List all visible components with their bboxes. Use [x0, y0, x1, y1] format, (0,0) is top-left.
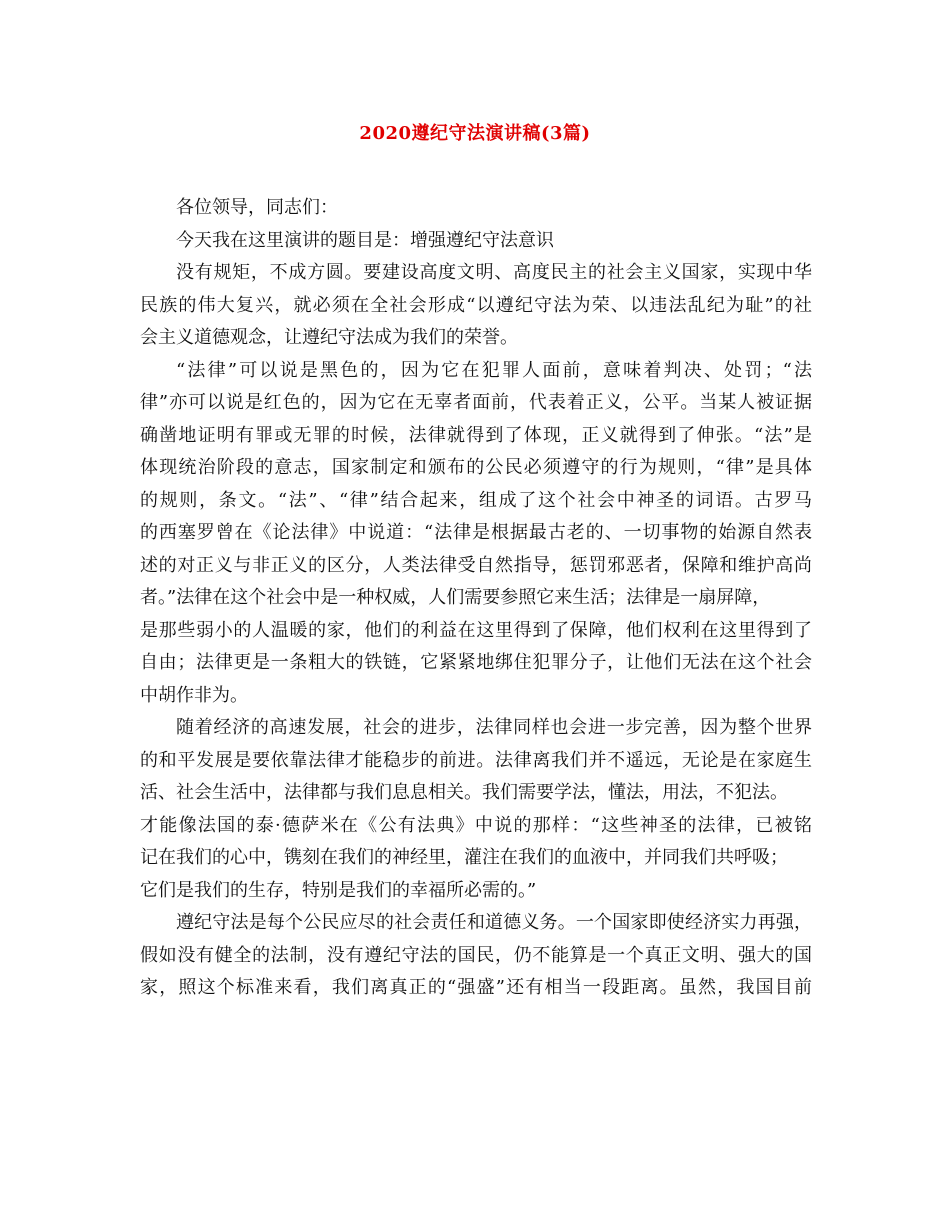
text-line: 遵纪守法是每个公民应尽的社会责任和道德义务。一个国家即使经济实力再强， [176, 912, 812, 933]
text-line: 的西塞罗曾在《论法律》中说道：“法律是根据最古老的、一切事物的始源自然表 [140, 522, 812, 543]
text-line: 会主义道德观念，让遵纪守法成为我们的荣誉。 [140, 327, 518, 348]
text-line: 随着经济的高速发展，社会的进步，法律同样也会进一步完善，因为整个世界 [176, 717, 812, 738]
text-line: 没有规矩，不成方圆。要建设高度文明、高度民主的社会主义国家，实现中华 [176, 262, 812, 283]
text-line: 今天我在这里演讲的题目是：增强遵纪守法意识 [176, 229, 554, 251]
text-line: 记在我们的心中，镌刻在我们的神经里，灌注在我们的血液中，并同我们共呼吸； [140, 847, 788, 868]
text-line: 自由；法律更是一条粗大的铁链，它紧紧地绑住犯罪分子，让他们无法在这个社会 [140, 652, 812, 673]
text-line: 才能像法国的泰·德萨米在《公有法典》中说的那样：“这些神圣的法律，已被铭 [140, 814, 812, 836]
text-line: 的和平发展是要依靠法律才能稳步的前进。法律离我们并不遥远，无论是在家庭生 [140, 749, 812, 771]
text-line: 活、社会生活中，法律都与我们息息相关。我们需要学法，懂法，用法，不犯法。 [140, 782, 788, 803]
text-line: 确凿地证明有罪或无罪的时候，法律就得到了体现，正义就得到了伸张。“法”是 [140, 424, 812, 446]
text-line: 各位领导，同志们： [176, 197, 338, 218]
text-line: 律”亦可以说是红色的，因为它在无辜者面前，代表着正义，公平。当某人被证据 [140, 392, 812, 413]
text-line: 家，照这个标准来看，我们离真正的“强盛”还有相当一段距离。虽然，我国目前 [140, 977, 812, 998]
text-line: 的规则，条文。“法”、“律”结合起来，组成了这个社会中神圣的词语。古罗马 [140, 489, 812, 511]
text-line: 述的对正义与非正义的区分，人类法律受自然指导，惩罚邪恶者，保障和维护高尚 [140, 554, 812, 576]
text-line: “法律”可以说是黑色的，因为它在犯罪人面前，意味着判决、处罚；“法 [176, 359, 812, 381]
text-line: 它们是我们的生存，特别是我们的幸福所必需的。” [140, 879, 537, 901]
text-line: 者。”法律在这个社会中是一种权威，人们需要参照它来生活；法律是一扇屏障， [140, 587, 771, 608]
document-title: 2020遵纪守法演讲稿(3篇) [359, 123, 591, 144]
text-line: 是那些弱小的人温暖的家，他们的利益在这里得到了保障，他们权利在这里得到了 [140, 619, 812, 641]
text-line: 中胡作非为。 [140, 684, 248, 706]
text-line: 体现统治阶段的意志，国家制定和颁布的公民必须遵守的行为规则，“律”是具体 [140, 457, 812, 478]
text-line: 假如没有健全的法制，没有遵纪守法的国民，仍不能算是一个真正文明、强大的国 [140, 944, 812, 966]
text-line: 民族的伟大复兴，就必须在全社会形成“以遵纪守法为荣、以违法乱纪为耻”的社 [140, 294, 812, 316]
document-body [140, 192, 812, 1005]
